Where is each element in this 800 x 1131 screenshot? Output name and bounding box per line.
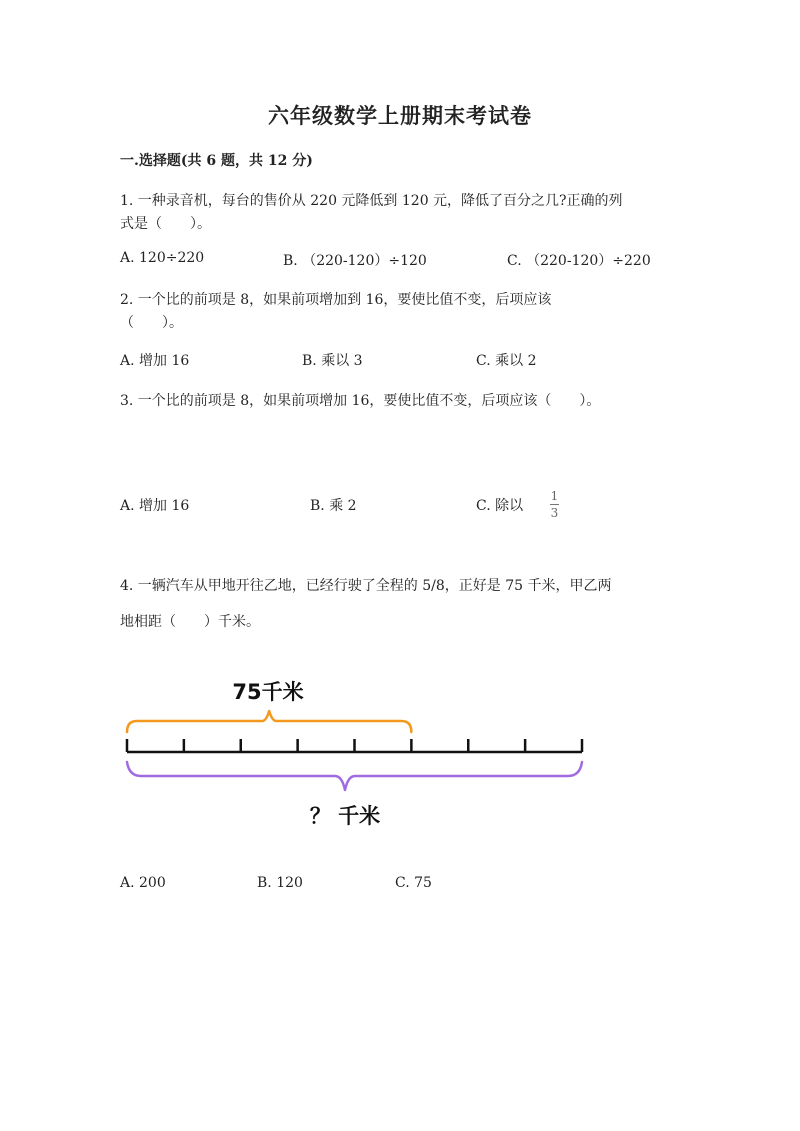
distance-line-diagram	[0, 670, 800, 850]
question-4-line-2: 地相距（ ）千米。	[120, 614, 260, 630]
section-heading: 一.选择题(共 6 题，共 12 分)	[120, 153, 313, 169]
fraction-numerator: 1	[550, 489, 559, 503]
question-4-option-b: B. 120	[257, 875, 303, 891]
fraction-bar	[550, 504, 559, 505]
segment-ticks	[127, 739, 582, 752]
question-1-option-c: C. （220-120）÷220	[507, 253, 651, 269]
fraction-one-third	[550, 490, 559, 519]
question-3-line-1: 3. 一个比的前项是 8，如果前项增加 16，要使比值不变，后项应该（ ）。	[120, 393, 601, 409]
total-distance-brace	[127, 762, 582, 790]
question-3-option-c: C. 除以	[476, 498, 524, 514]
question-1-option-a: A. 120÷220	[120, 250, 205, 266]
fraction-denominator: 3	[550, 506, 559, 520]
known-distance-label: 75千米	[232, 680, 304, 704]
question-1-line-2: 式是（ ）。	[120, 216, 211, 232]
question-2-option-b: B. 乘以 3	[302, 353, 363, 369]
question-2-line-1: 2. 一个比的前项是 8，如果前项增加到 16，要使比值不变，后项应该	[120, 292, 552, 308]
page-title: 六年级数学上册期末考试卷	[268, 103, 532, 128]
question-1-line-1: 1. 一种录音机，每台的售价从 220 元降低到 120 元，降低了百分之几?正确的列	[120, 193, 623, 209]
unknown-distance-label: ？ 千米	[309, 804, 381, 828]
question-3-option-b: B. 乘 2	[310, 498, 357, 514]
question-2-option-c: C. 乘以 2	[476, 353, 537, 369]
question-4-option-a: A. 200	[120, 875, 166, 891]
question-2-option-a: A. 增加 16	[120, 353, 190, 369]
known-distance-brace	[127, 711, 411, 732]
question-1-option-b: B. （220-120）÷120	[283, 253, 427, 269]
question-2-line-2: （ ）。	[120, 315, 183, 331]
question-4-line-1: 4. 一辆汽车从甲地开往乙地，已经行驶了全程的 5/8，正好是 75 千米，甲乙两	[120, 578, 612, 594]
question-4-option-c: C. 75	[395, 875, 432, 891]
question-3-option-a: A. 增加 16	[120, 498, 190, 514]
